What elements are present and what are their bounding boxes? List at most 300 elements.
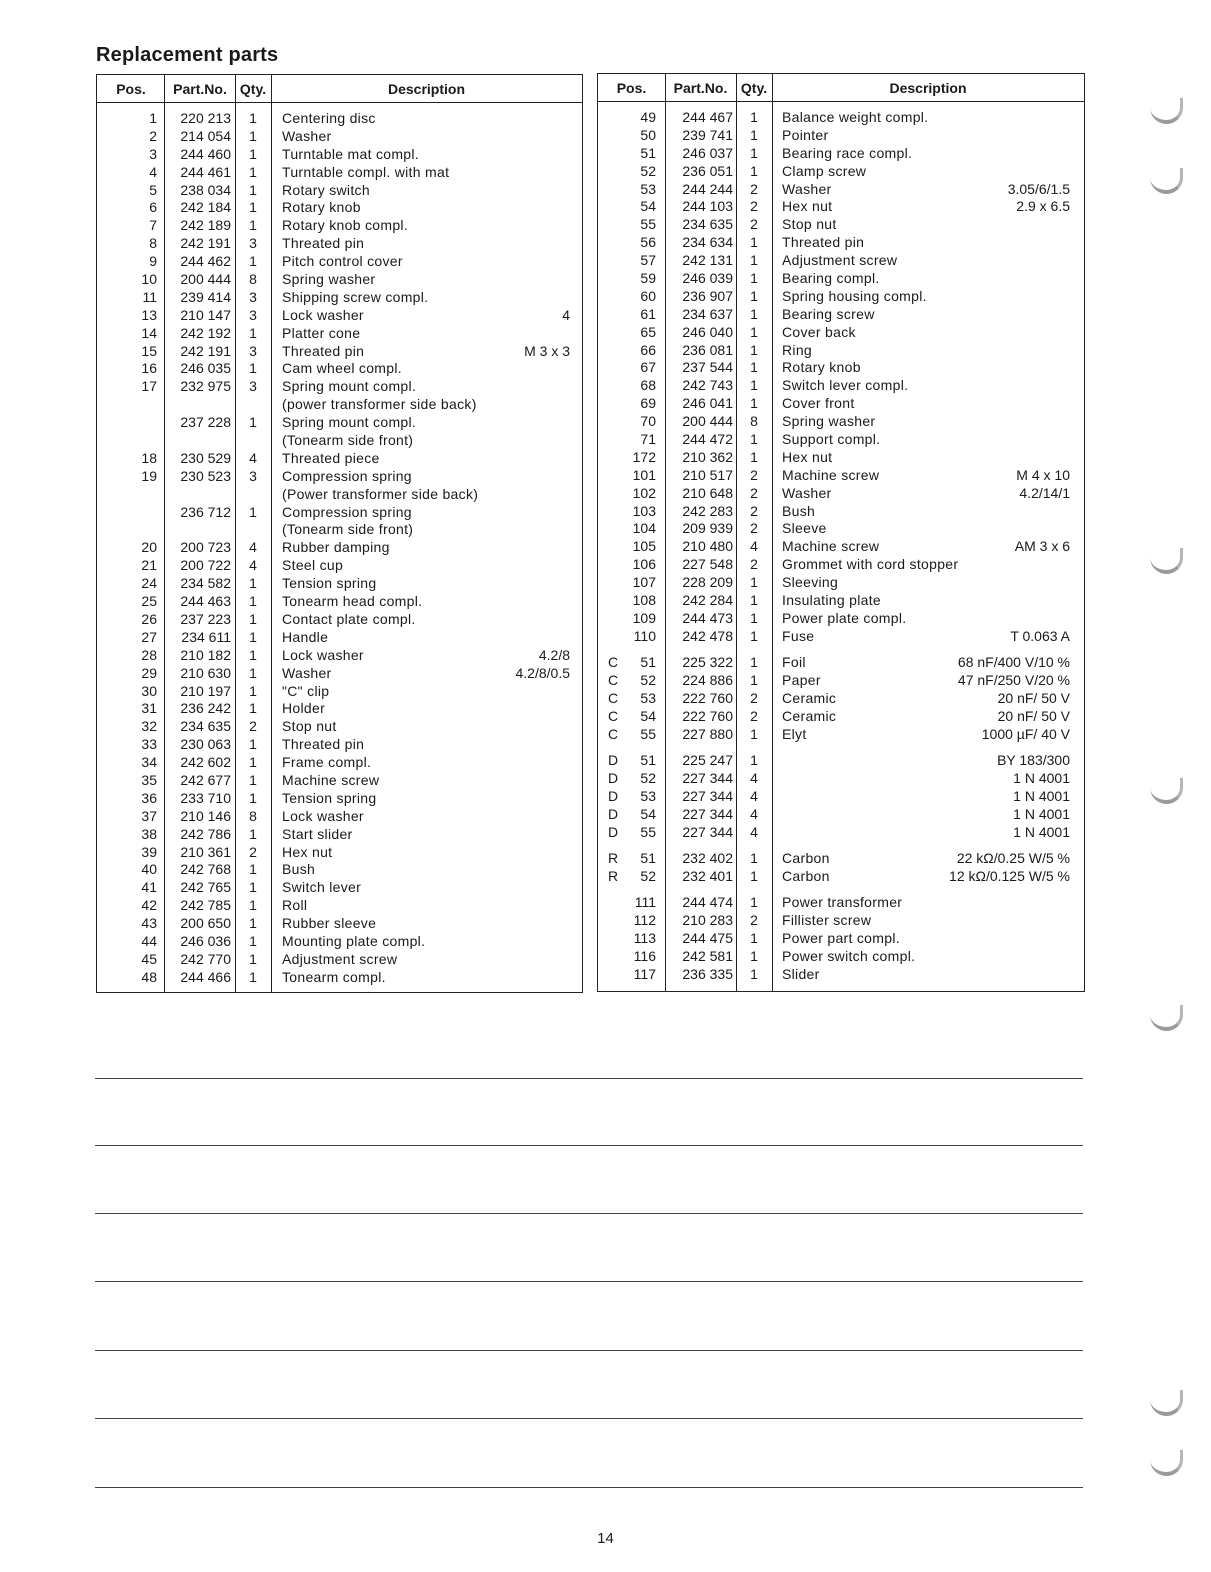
description-cell: Washer: [282, 664, 332, 681]
description-cell: Rubber damping: [282, 539, 390, 556]
description-cell: Support compl.: [782, 431, 881, 448]
part-no-cell: 244 466: [180, 968, 231, 985]
pos-cell: 60: [640, 287, 656, 304]
part-no-cell: 230 523: [180, 467, 231, 484]
part-no-cell: 210 630: [180, 664, 231, 681]
description-cell: Slider: [782, 965, 820, 982]
pos-cell: 66: [640, 341, 656, 358]
page-title: Replacement parts: [96, 44, 279, 66]
blank-rule: [95, 1145, 1083, 1146]
part-no-cell: 236 907: [682, 287, 733, 304]
description-cell: Threated pin: [282, 235, 365, 252]
table-row: [598, 324, 1084, 342]
pos-cell: 35: [141, 771, 157, 788]
table-row: [598, 708, 1084, 726]
prefix-cell: R: [608, 850, 619, 867]
description-cell: Rotary knob: [782, 359, 861, 376]
spec-cell: M 3 x 3: [524, 342, 570, 359]
qty-cell: 4: [750, 787, 758, 804]
description-cell: Platter cone: [282, 324, 361, 341]
parts-table-left: [96, 74, 583, 993]
description-cell: Stop nut: [282, 718, 337, 735]
description-cell: Switch lever compl.: [782, 377, 909, 394]
description-cell: Bush: [282, 861, 316, 878]
prefix-cell: D: [608, 805, 619, 822]
part-no-cell: 242 191: [180, 342, 231, 359]
table-row: [598, 449, 1084, 467]
header-qty: Qty.: [740, 80, 768, 96]
table-row: [598, 672, 1084, 690]
qty-cell: 1: [750, 287, 758, 304]
qty-cell: 1: [249, 181, 257, 198]
pos-cell: 5: [149, 181, 157, 198]
qty-cell: 1: [249, 736, 257, 753]
table-row: [97, 486, 582, 504]
pos-cell: 117: [633, 965, 656, 982]
table-row: [598, 270, 1084, 288]
part-no-cell: 242 283: [682, 502, 733, 519]
table-row: [97, 468, 582, 486]
qty-cell: 4: [249, 539, 257, 556]
description-cell: Tension spring: [282, 575, 377, 592]
pos-cell: 55: [640, 216, 656, 233]
description-cell: Compression spring: [282, 503, 412, 520]
pos-cell: 54: [640, 198, 656, 215]
table-row: [97, 647, 582, 665]
part-no-cell: 210 362: [682, 448, 733, 465]
description-cell: Pitch control cover: [282, 253, 403, 270]
spec-cell: 68 nF/400 V/10 %: [957, 654, 1070, 671]
table-row: [598, 556, 1084, 574]
table-row: [598, 485, 1084, 503]
pos-cell: 10: [141, 271, 157, 288]
description-cell: Spring mount compl.: [282, 414, 417, 431]
table-row: [97, 432, 582, 450]
table-row: [598, 503, 1084, 521]
table-row: [598, 726, 1084, 744]
qty-cell: 1: [249, 324, 257, 341]
part-no-cell: 236 712: [180, 503, 231, 520]
description-cell: Frame compl.: [282, 754, 372, 771]
pos-cell: 6: [149, 199, 157, 216]
description-cell: Threated pin: [282, 342, 365, 359]
binder-hole: [1150, 548, 1183, 574]
description-cell: Handle: [282, 628, 329, 645]
table-row: [97, 611, 582, 629]
table-row: [97, 808, 582, 826]
table-row: [598, 145, 1084, 163]
table-row: [97, 271, 582, 289]
blank-rule: [95, 1281, 1083, 1282]
spec-cell: 20 nF/ 50 V: [997, 707, 1070, 724]
part-no-cell: 236 242: [180, 700, 231, 717]
table-row: [97, 790, 582, 808]
description-cell: Ceramic: [782, 690, 837, 706]
part-no-cell: 242 581: [682, 948, 733, 965]
pos-cell: 43: [141, 915, 157, 932]
pos-cell: 110: [633, 627, 656, 644]
description-cell: Lock washer: [282, 807, 364, 824]
qty-cell: 1: [750, 305, 758, 322]
spec-cell: 4.2/8/0.5: [515, 664, 570, 681]
table-row: [97, 396, 582, 414]
pos-cell: 109: [632, 609, 656, 626]
part-no-cell: 237 228: [180, 414, 231, 431]
description-cell: Spring washer: [282, 271, 376, 288]
part-no-cell: 244 475: [682, 930, 733, 947]
pos-cell: 52: [640, 672, 656, 689]
header-pos: Pos.: [616, 80, 647, 96]
pos-cell: 36: [141, 789, 157, 806]
part-no-cell: 200 444: [682, 413, 733, 430]
header-part-no: Part.No.: [173, 81, 227, 97]
description-cell: Hex nut: [782, 448, 833, 465]
qty-cell: 1: [750, 894, 758, 911]
pos-cell: 27: [141, 628, 157, 645]
table-row: [598, 342, 1084, 360]
pos-cell: 34: [141, 754, 157, 771]
binder-hole: [1150, 1005, 1183, 1031]
blank-rule: [95, 1418, 1083, 1419]
description-cell: Contact plate compl.: [282, 610, 416, 627]
table-row: [97, 772, 582, 790]
part-no-cell: 239 741: [682, 126, 733, 143]
table-row: [97, 915, 582, 933]
part-no-cell: 234 582: [180, 575, 231, 592]
qty-cell: 2: [249, 843, 257, 860]
table-row: [598, 654, 1084, 672]
part-no-cell: 242 191: [180, 235, 231, 252]
qty-cell: 2: [249, 718, 257, 735]
qty-cell: 1: [750, 752, 758, 769]
description-cell: Shipping screw compl.: [282, 288, 429, 305]
pos-cell: 52: [640, 770, 656, 787]
pos-cell: 50: [640, 126, 656, 143]
table-row: [598, 198, 1084, 216]
qty-cell: 2: [750, 466, 758, 483]
pos-cell: 16: [141, 360, 157, 377]
pos-cell: 8: [149, 235, 157, 252]
qty-cell: 1: [750, 448, 758, 465]
pos-cell: 40: [141, 861, 157, 878]
description-cell: Cam wheel compl.: [282, 360, 402, 377]
pos-cell: 71: [640, 431, 656, 448]
qty-cell: 1: [750, 323, 758, 340]
table-row: [97, 593, 582, 611]
table-row: [598, 538, 1084, 556]
pos-cell: 18: [141, 449, 157, 466]
qty-cell: 1: [750, 868, 758, 885]
table-row: [97, 969, 582, 987]
description-cell: Rubber sleeve: [282, 915, 377, 932]
table-row: [97, 504, 582, 522]
description-cell: Mounting plate compl.: [282, 932, 426, 949]
description-cell: Switch lever: [282, 879, 362, 896]
table-row: [598, 690, 1084, 708]
qty-cell: 1: [750, 144, 758, 161]
description-cell: Carbon: [782, 850, 830, 867]
binder-hole: [1150, 168, 1183, 194]
table-row: [97, 217, 582, 235]
part-no-cell: 242 765: [180, 879, 231, 896]
pos-cell: 54: [640, 805, 656, 822]
pos-cell: 104: [632, 520, 656, 537]
qty-cell: 4: [249, 449, 257, 466]
group-gap: [598, 646, 1084, 655]
description-cell: Balance weight compl.: [782, 109, 929, 125]
qty-cell: 1: [750, 341, 758, 358]
table-header: [598, 74, 1084, 102]
qty-cell: 1: [249, 754, 257, 771]
pos-cell: 2: [149, 127, 157, 144]
qty-cell: 4: [750, 770, 758, 787]
pos-cell: 56: [640, 234, 656, 251]
table-row: [97, 253, 582, 271]
pos-cell: 102: [632, 484, 656, 501]
pos-cell: 30: [141, 682, 157, 699]
part-no-cell: 236 081: [682, 341, 733, 358]
qty-cell: 1: [249, 127, 257, 144]
description-cell: "C" clip: [282, 682, 330, 699]
part-no-cell: 236 335: [682, 965, 733, 982]
qty-cell: 3: [249, 306, 257, 323]
description-cell: (Power transformer side back): [282, 485, 479, 502]
description-cell: Hex nut: [282, 843, 333, 860]
table-row: [97, 378, 582, 396]
table-row: [97, 450, 582, 468]
spec-cell: 1 N 4001: [1013, 805, 1070, 822]
part-no-cell: 209 939: [682, 520, 733, 537]
part-no-cell: 234 637: [682, 305, 733, 322]
part-no-cell: 210 361: [180, 843, 231, 860]
description-cell: Ceramic: [782, 707, 837, 724]
blank-rule: [95, 1078, 1083, 1079]
part-no-cell: 220 213: [180, 110, 231, 126]
part-no-cell: 242 677: [180, 771, 231, 788]
spec-cell: AM 3 x 6: [1014, 538, 1070, 555]
table-row: [598, 377, 1084, 395]
part-no-cell: 232 402: [682, 850, 733, 867]
qty-cell: 1: [750, 930, 758, 947]
description-cell: Turntable mat compl.: [282, 145, 419, 162]
description-cell: Power part compl.: [782, 930, 900, 947]
table-row: [97, 414, 582, 432]
header-qty: Qty.: [239, 81, 267, 97]
pos-cell: 106: [632, 556, 656, 573]
blank-rule: [95, 1350, 1083, 1351]
qty-cell: 1: [249, 879, 257, 896]
pos-cell: 13: [141, 306, 157, 323]
part-no-cell: 210 480: [682, 538, 733, 555]
part-no-cell: 234 635: [682, 216, 733, 233]
pos-cell: 68: [640, 377, 656, 394]
prefix-cell: C: [608, 672, 619, 689]
prefix-cell: D: [608, 787, 619, 804]
prefix-cell: C: [608, 690, 619, 706]
spec-cell: 4.2/8: [538, 646, 570, 663]
pos-cell: 48: [141, 968, 157, 985]
binder-hole: [1150, 98, 1183, 124]
table-row: [598, 628, 1084, 646]
qty-cell: 1: [750, 359, 758, 376]
pos-cell: 19: [141, 467, 157, 484]
table-row: [598, 930, 1084, 948]
description-cell: Start slider: [282, 825, 353, 842]
part-no-cell: 227 344: [682, 805, 733, 822]
qty-cell: 1: [249, 360, 257, 377]
table-row: [97, 521, 582, 539]
binder-hole: [1150, 778, 1183, 804]
description-cell: Tension spring: [282, 789, 377, 806]
table-row: [598, 109, 1084, 127]
table-row: [598, 770, 1084, 788]
qty-cell: 4: [750, 823, 758, 840]
qty-cell: 1: [249, 789, 257, 806]
description-cell: Bearing screw: [782, 305, 875, 322]
table-row: [97, 951, 582, 969]
pos-cell: 172: [632, 448, 656, 465]
pos-cell: 103: [632, 502, 656, 519]
table-row: [598, 752, 1084, 770]
spec-cell: T 0.063 A: [1010, 627, 1070, 644]
pos-cell: 44: [141, 932, 157, 949]
table-row: [598, 806, 1084, 824]
pos-cell: 53: [640, 787, 656, 804]
description-cell: Turntable compl. with mat: [282, 163, 450, 180]
pos-cell: 15: [141, 342, 157, 359]
table-row: [97, 844, 582, 862]
pos-cell: 51: [640, 144, 656, 161]
part-no-cell: 242 602: [180, 754, 231, 771]
part-no-cell: 246 035: [180, 360, 231, 377]
table-row: [97, 146, 582, 164]
part-no-cell: 210 146: [180, 807, 231, 824]
part-no-cell: 244 473: [682, 609, 733, 626]
description-cell: Centering disc: [282, 110, 376, 126]
blank-rule: [95, 1213, 1083, 1214]
part-no-cell: 210 197: [180, 682, 231, 699]
part-no-cell: 242 768: [180, 861, 231, 878]
part-no-cell: 242 743: [682, 377, 733, 394]
table-row: [598, 288, 1084, 306]
qty-cell: 1: [249, 503, 257, 520]
description-cell: Compression spring: [282, 467, 412, 484]
description-cell: Rotary knob compl.: [282, 217, 409, 234]
qty-cell: 2: [750, 520, 758, 537]
table-row: [598, 912, 1084, 930]
description-cell: Holder: [282, 700, 326, 717]
table-row: [598, 306, 1084, 324]
part-no-cell: 214 054: [180, 127, 231, 144]
table-row: [97, 754, 582, 772]
pos-cell: 108: [632, 592, 656, 609]
qty-cell: 1: [249, 253, 257, 270]
description-cell: Ring: [782, 341, 812, 358]
spec-cell: 2.9 x 6.5: [1016, 198, 1070, 215]
qty-cell: 1: [249, 628, 257, 645]
qty-cell: 1: [249, 664, 257, 681]
part-no-cell: 244 472: [682, 431, 733, 448]
pos-cell: 32: [141, 718, 157, 735]
part-no-cell: 234 635: [180, 718, 231, 735]
spec-cell: 1 N 4001: [1013, 770, 1070, 787]
pos-cell: 67: [640, 359, 656, 376]
qty-cell: 4: [249, 557, 257, 574]
table-row: [598, 359, 1084, 377]
description-cell: Clamp screw: [782, 162, 867, 179]
qty-cell: 1: [750, 377, 758, 394]
part-no-cell: 210 182: [180, 646, 231, 663]
part-no-cell: 246 037: [682, 144, 733, 161]
table-row: [598, 966, 1084, 984]
pos-cell: 38: [141, 825, 157, 842]
qty-cell: 1: [750, 609, 758, 626]
qty-cell: 2: [750, 198, 758, 215]
pos-cell: 51: [640, 654, 656, 671]
qty-cell: 1: [750, 234, 758, 251]
pos-cell: 111: [634, 894, 656, 911]
qty-cell: 1: [750, 270, 758, 287]
qty-cell: 1: [750, 627, 758, 644]
pos-cell: 3: [149, 145, 157, 162]
part-no-cell: 225 322: [682, 654, 733, 671]
spec-cell: 1000 µF/ 40 V: [981, 725, 1070, 742]
qty-cell: 2: [750, 180, 758, 197]
pos-cell: 28: [141, 646, 157, 663]
description-cell: (Tonearm side front): [282, 521, 414, 538]
part-no-cell: 210 648: [682, 484, 733, 501]
part-no-cell: 225 247: [682, 752, 733, 769]
description-cell: Power plate compl.: [782, 609, 907, 626]
part-no-cell: 228 209: [682, 574, 733, 591]
table-row: [97, 539, 582, 557]
prefix-cell: D: [608, 770, 619, 787]
description-cell: Fillister screw: [782, 912, 872, 929]
qty-cell: 1: [249, 163, 257, 180]
table-row: [97, 575, 582, 593]
pos-cell: 1: [149, 110, 157, 126]
spec-cell: 4.2/14/1: [1019, 484, 1070, 501]
description-cell: Elyt: [782, 725, 807, 742]
table-row: [97, 826, 582, 844]
qty-cell: 1: [249, 199, 257, 216]
table-row: [97, 128, 582, 146]
table-row: [598, 413, 1084, 431]
table-row: [97, 897, 582, 915]
description-cell: Rotary switch: [282, 181, 370, 198]
part-no-cell: 239 414: [180, 288, 231, 305]
table-header: [97, 75, 582, 103]
part-no-cell: 242 786: [180, 825, 231, 842]
spec-cell: 4: [562, 306, 570, 323]
binder-hole: [1150, 1390, 1183, 1416]
qty-cell: 1: [249, 700, 257, 717]
part-no-cell: 230 063: [180, 736, 231, 753]
description-cell: Fuse: [782, 627, 815, 644]
description-cell: Threated piece: [282, 449, 380, 466]
description-cell: Spring washer: [782, 413, 876, 430]
part-no-cell: 237 223: [180, 610, 231, 627]
description-cell: Cover front: [782, 395, 855, 412]
qty-cell: 2: [750, 690, 758, 706]
part-no-cell: 244 474: [682, 894, 733, 911]
part-no-cell: 244 103: [682, 198, 733, 215]
part-no-cell: 244 462: [180, 253, 231, 270]
spec-cell: 20 nF/ 50 V: [997, 690, 1070, 706]
qty-cell: 1: [249, 825, 257, 842]
table-row: [97, 289, 582, 307]
header-description: Description: [889, 80, 967, 96]
